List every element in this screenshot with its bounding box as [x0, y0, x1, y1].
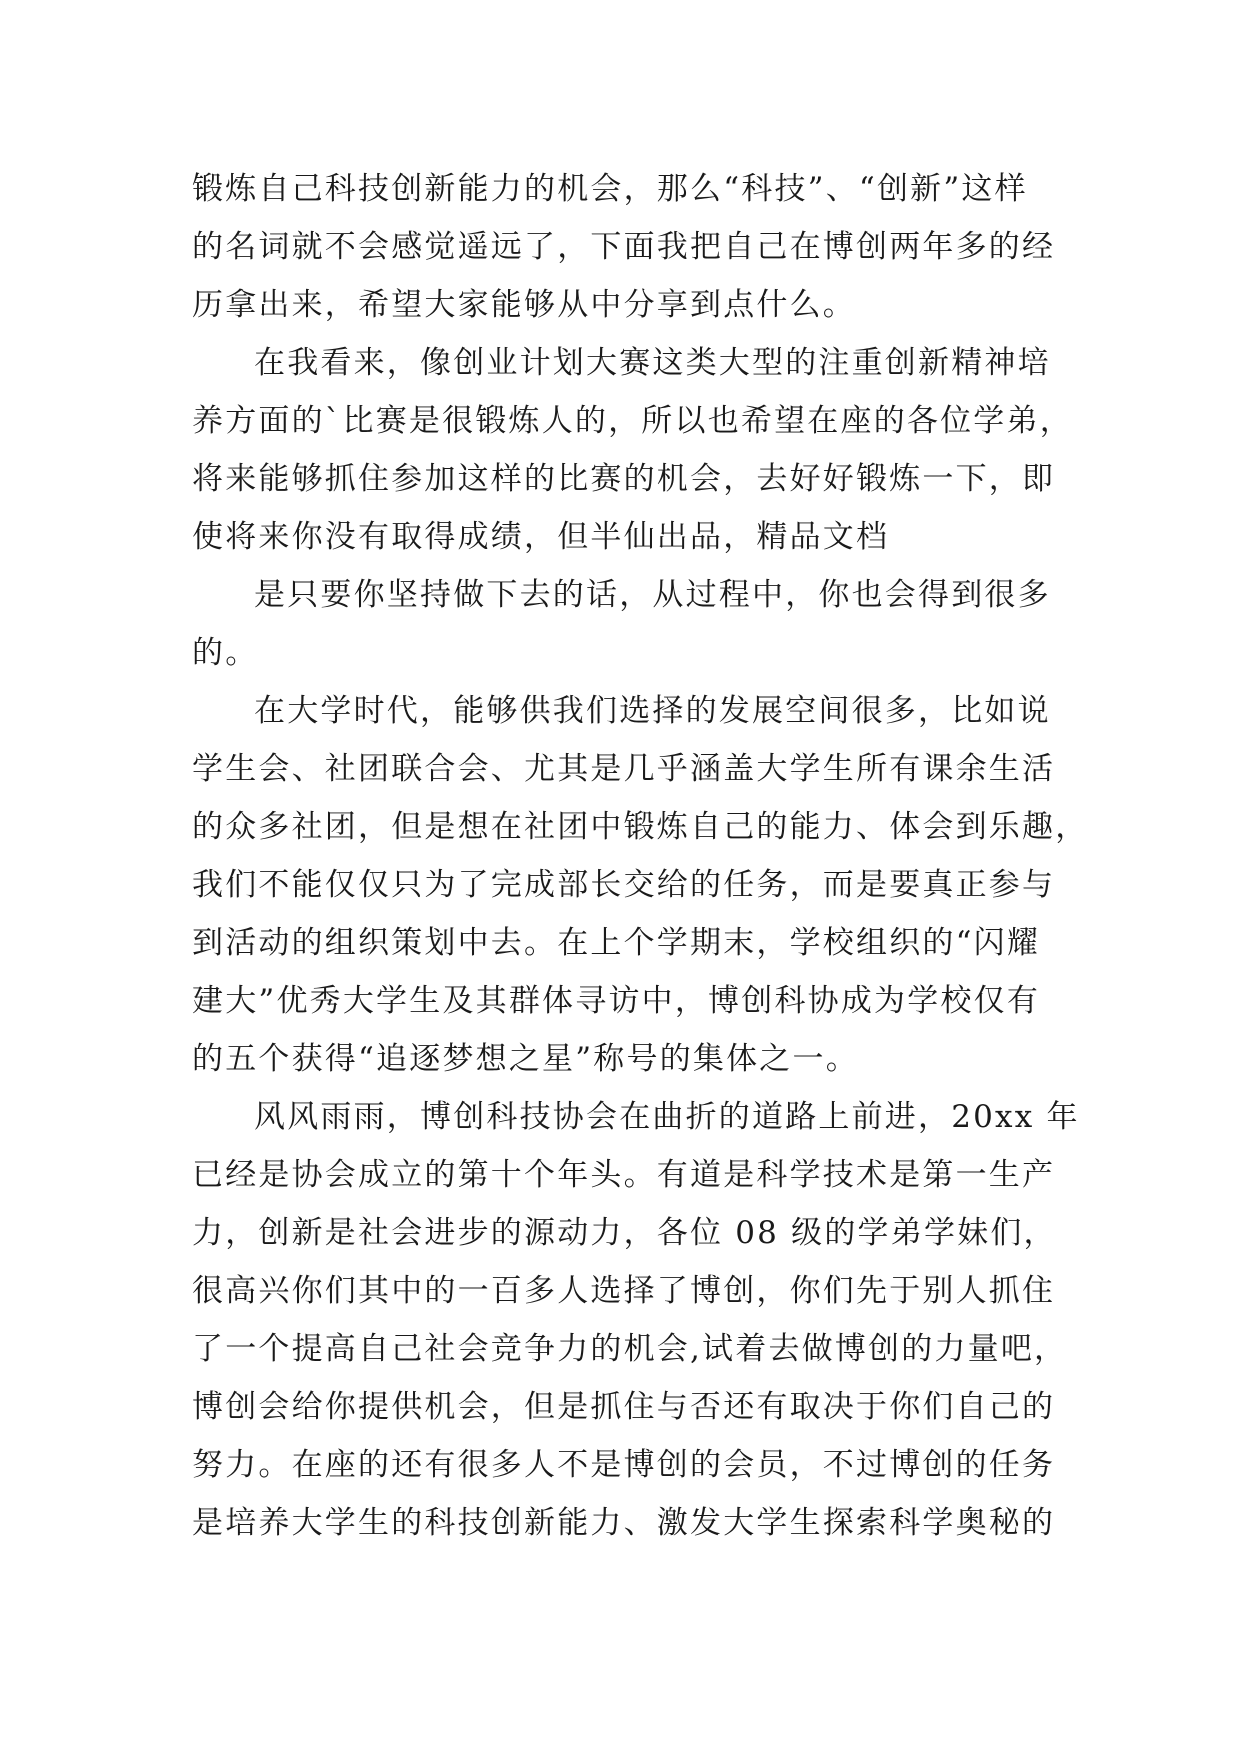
text-line: 将来能够抓住参加这样的比赛的机会，去好好锻炼一下，即 — [192, 461, 1056, 497]
text-line: 养方面的`比赛是很锻炼人的，所以也希望在座的各位学弟， — [192, 403, 1073, 439]
text-line: 到活动的组织策划中去。在上个学期末，学校组织的“闪耀 — [192, 925, 1041, 961]
text-line: 的名词就不会感觉遥远了，下面我把自己在博创两年多的经 — [192, 229, 1056, 265]
text-line: 使将来你没有取得成绩，但半仙出品，精品文档 — [192, 519, 890, 555]
text-line: 的。 — [192, 635, 259, 671]
text-line: 了一个提高自己社会竞争力的机会,试着去做博创的力量吧， — [192, 1331, 1068, 1367]
text-line: 博创会给你提供机会，但是抓住与否还有取决于你们自己的 — [192, 1389, 1056, 1425]
paragraph-first-line: 是只要你坚持做下去的话，从过程中，你也会得到很多 — [254, 577, 1051, 613]
paragraph-first-line: 在我看来，像创业计划大赛这类大型的注重创新精神培 — [254, 345, 1051, 381]
text-line: 是培养大学生的科技创新能力、激发大学生探索科学奥秘的 — [192, 1505, 1056, 1541]
paragraph-first-line: 风风雨雨，博创科技协会在曲折的道路上前进，20xx 年 — [254, 1099, 1080, 1135]
text-line: 锻炼自己科技创新能力的机会，那么“科技”、“创新”这样 — [192, 171, 1028, 207]
text-line: 的五个获得“追逐梦想之星”称号的集体之一。 — [192, 1041, 859, 1077]
paragraph-first-line: 在大学时代，能够供我们选择的发展空间很多，比如说 — [254, 693, 1051, 729]
text-line: 力，创新是社会进步的源动力，各位 08 级的学弟学妹们， — [192, 1215, 1057, 1251]
text-line: 努力。在座的还有很多人不是博创的会员，不过博创的任务 — [192, 1447, 1056, 1483]
text-line: 已经是协会成立的第十个年头。有道是科学技术是第一生产 — [192, 1157, 1056, 1193]
text-line: 我们不能仅仅只为了完成部长交给的任务，而是要真正参与 — [192, 867, 1056, 903]
body-text — [192, 160, 1089, 1552]
text-line: 历拿出来，希望大家能够从中分享到点什么。 — [192, 287, 856, 323]
text-line: 学生会、社团联合会、尤其是几乎涵盖大学生所有课余生活 — [192, 751, 1056, 787]
text-line: 很高兴你们其中的一百多人选择了博创，你们先于别人抓住 — [192, 1273, 1056, 1309]
text-line: 建大”优秀大学生及其群体寻访中，博创科协成为学校仅有 — [192, 983, 1041, 1019]
text-line: 的众多社团，但是想在社团中锻炼自己的能力、体会到乐趣， — [192, 809, 1089, 845]
